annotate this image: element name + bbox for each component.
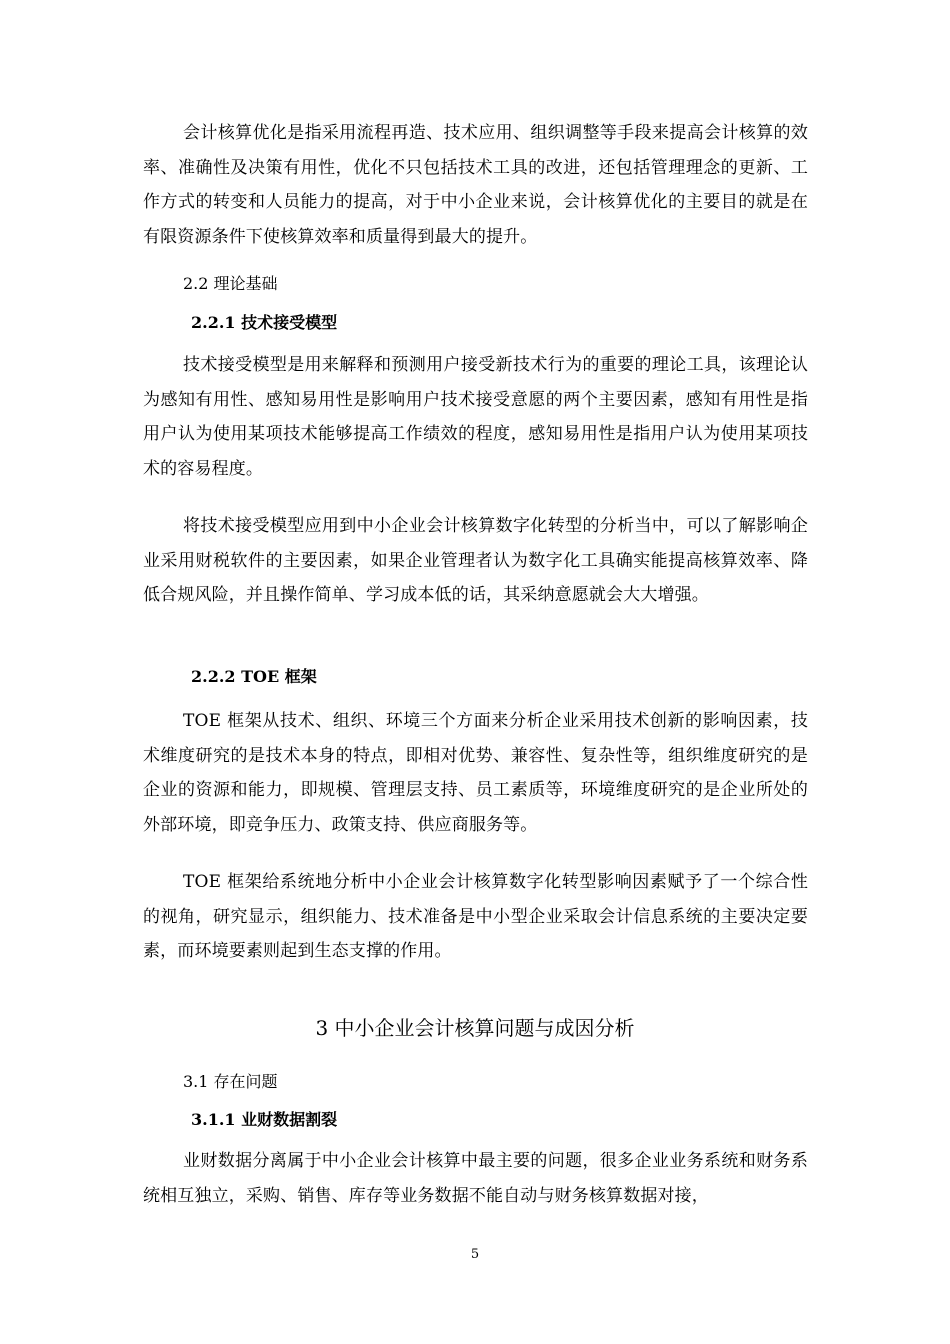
heading-theory-basis: 2.2 理论基础 [183, 274, 278, 293]
page-number: 5 [470, 1247, 480, 1262]
heading-existing-problems: 3.1 存在问题 [183, 1072, 278, 1091]
paragraph-toe-definition: TOE 框架从技术、组织、环境三个方面来分析企业采用技术创新的影响因素，技术维度研究的是技术本身的特点，即相对优势、兼容性、复杂性等，组织维度研究的是企业的资源和能力，即规模、管理层支持、员工素质等，环境维度研究的是企业所处的外部环境，即竞争压力、政策支持、供应商服务等。 [143, 711, 808, 835]
heading-toe-framework: 2.2.2 TOE 框架 [191, 667, 317, 686]
paragraph-toe-perspective: TOE 框架给系统地分析中小企业会计核算数字化转型影响因素赋予了一个综合性的视角，研究显示，组织能力、技术准备是中小型企业采取会计信息系统的主要决定要素，而环境要素则起到生态支撑的作用。 [143, 872, 808, 961]
heading-business-finance-split: 3.1.1 业财数据割裂 [191, 1110, 338, 1129]
chapter-title: 3 中小企业会计核算问题与成因分析 [315, 1016, 635, 1040]
paragraph-tam-definition: 技术接受模型是用来解释和预测用户接受新技术行为的重要的理论工具，该理论认为感知有用性、感知易用性是影响用户技术接受意愿的两个主要因素，感知有用性是指用户认为使用某项技术能够提高工作绩效的程度，感知易用性是指用户认为使用某项技术的容易程度。 [143, 355, 808, 479]
paragraph-tam-application: 将技术接受模型应用到中小企业会计核算数字化转型的分析当中，可以了解影响企业采用财税软件的主要因素，如果企业管理者认为数字化工具确实能提高核算效率、降低合规风险，并且操作简单、学习成本低的话，其采纳意愿就会大大增强。 [143, 516, 808, 605]
heading-technology-acceptance-model: 2.2.1 技术接受模型 [191, 313, 338, 332]
paragraph-accounting-optimization: 会计核算优化是指采用流程再造、技术应用、组织调整等手段来提高会计核算的效率、准确性及决策有用性，优化不只包括技术工具的改进，还包括管理理念的更新、工作方式的转变和人员能力的提高，对于中小企业来说，会计核算优化的主要目的就是在有限资源条件下使核算效率和质量得到最大的提升。 [143, 123, 808, 247]
paragraph-data-separation: 业财数据分离属于中小企业会计核算中最主要的问题，很多企业业务系统和财务系统相互独立，采购、销售、库存等业务数据不能自动与财务核算数据对接， [143, 1151, 808, 1206]
